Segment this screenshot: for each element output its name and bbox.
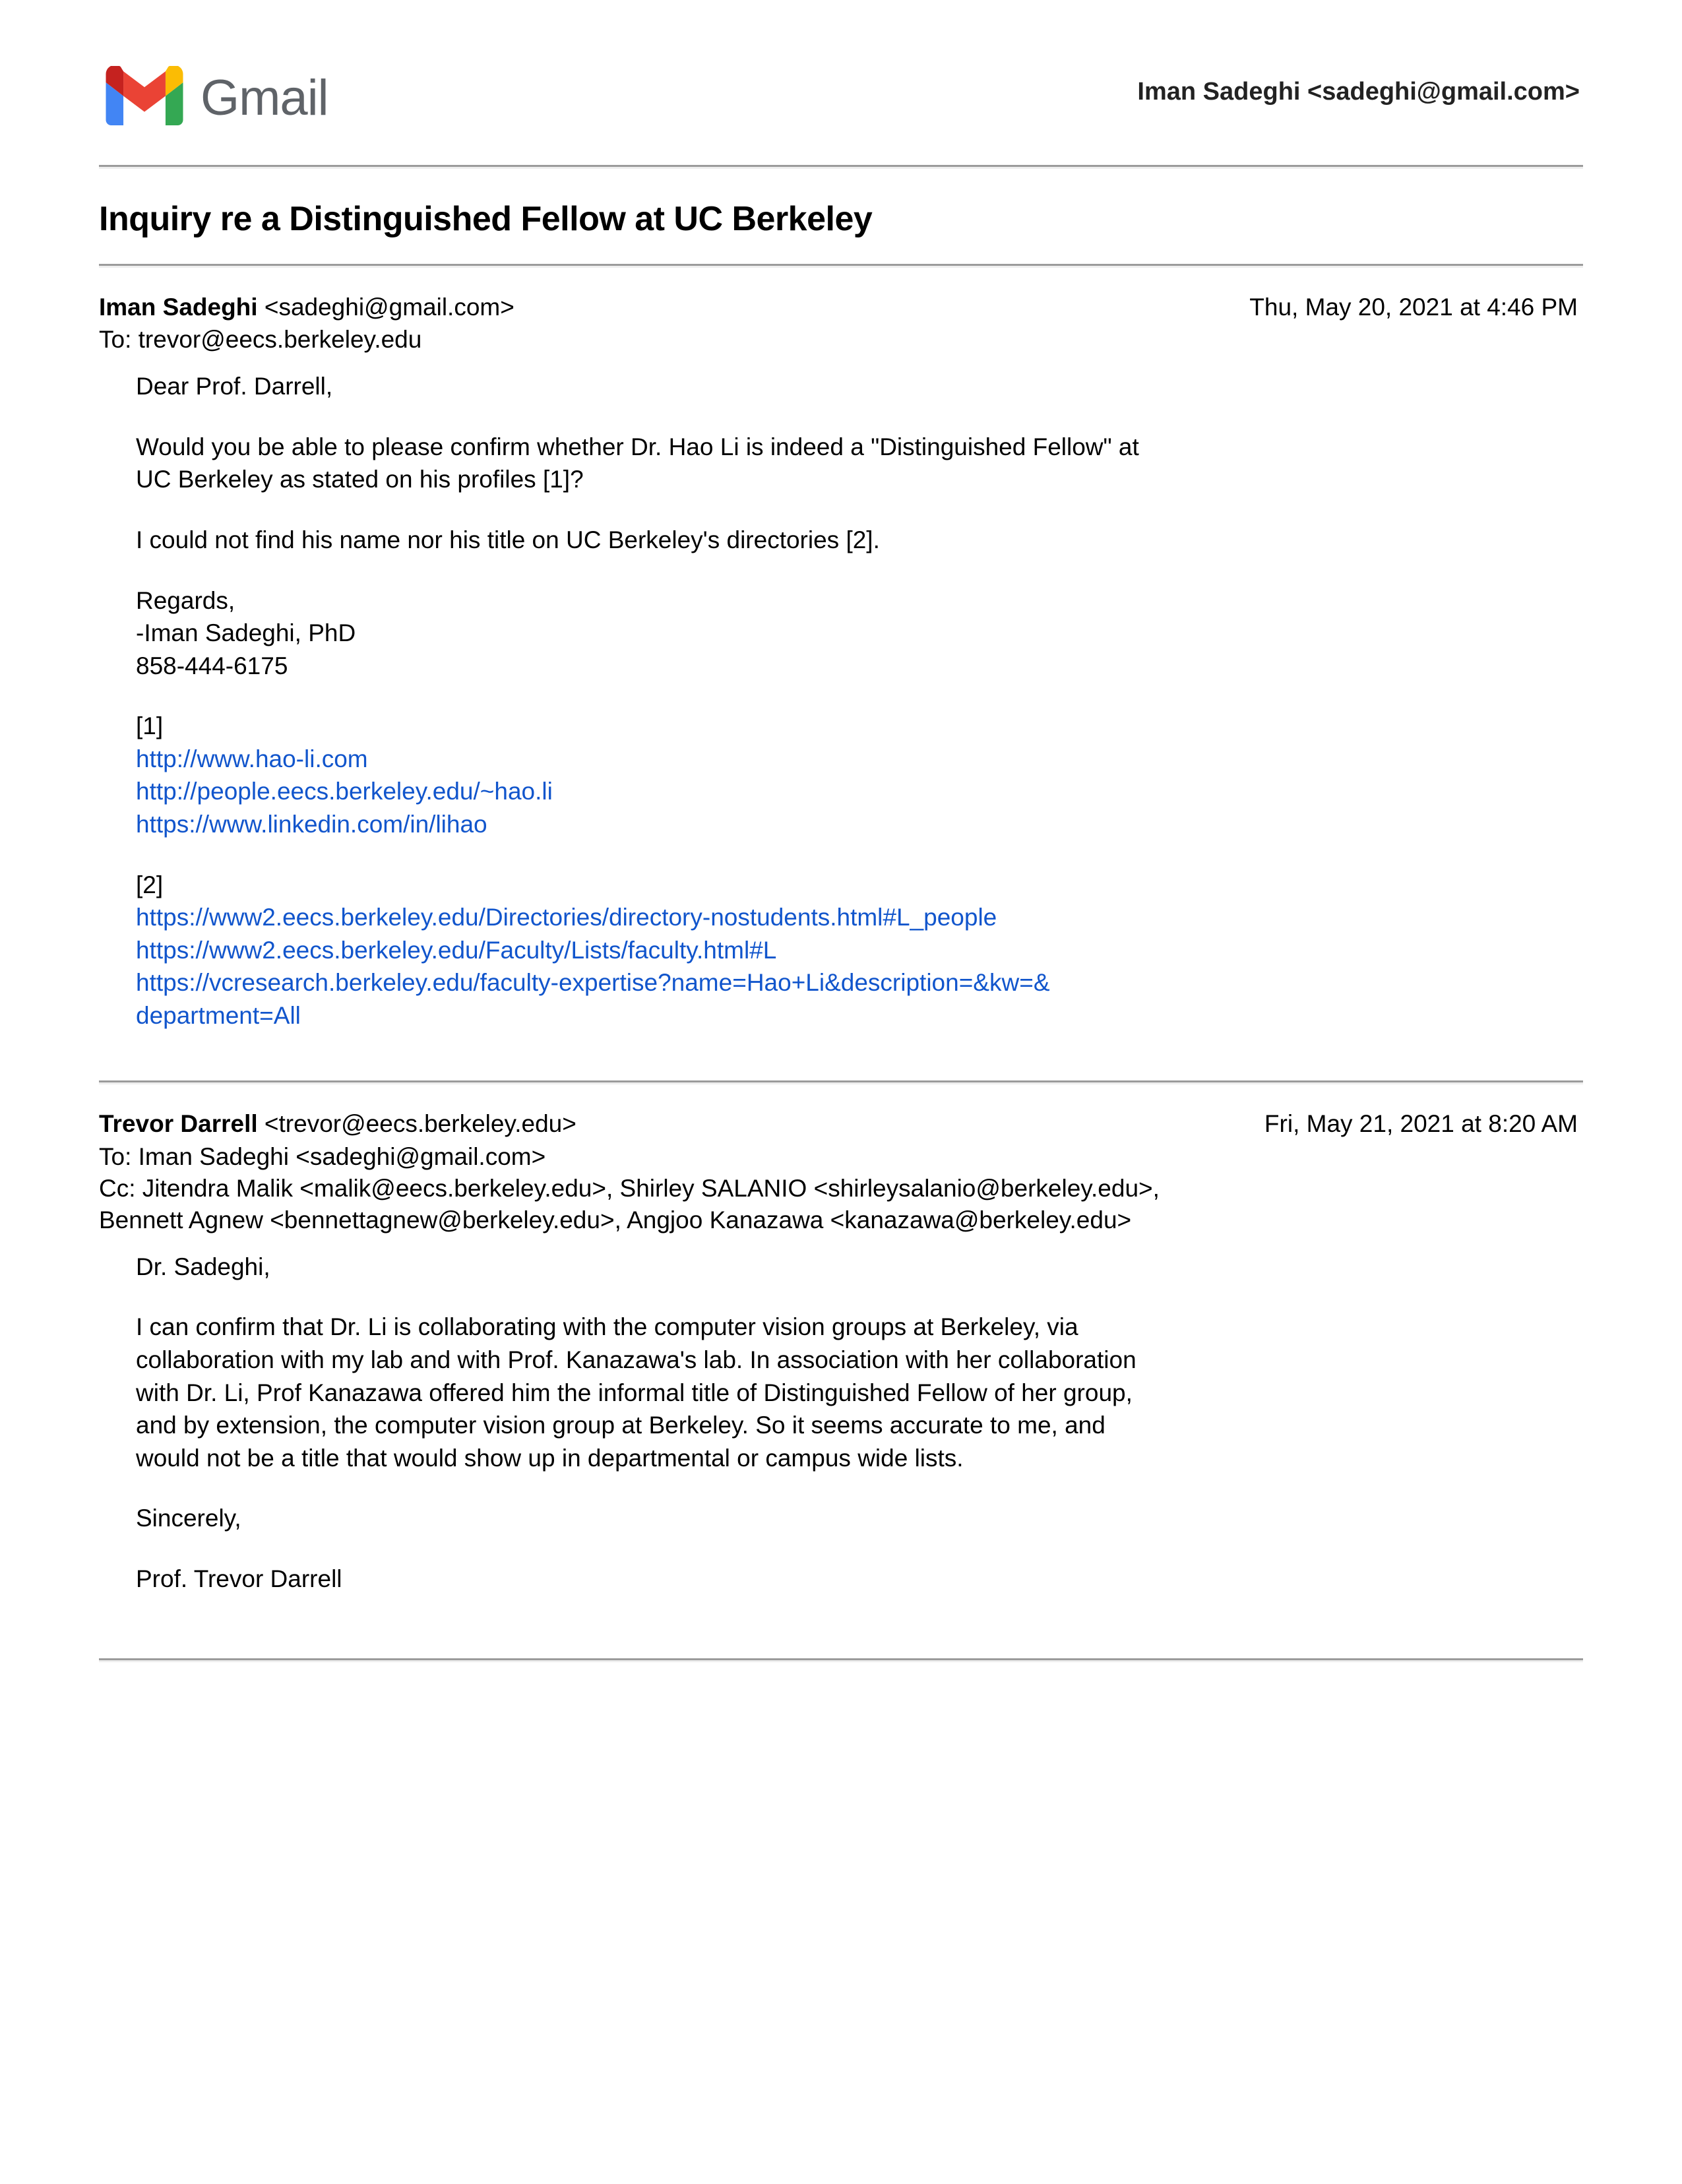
document-header [99, 0, 1583, 165]
reference-2-link-3-line-1: https://vcresearch.berkeley.edu/faculty-expertise?name=Hao+Li&description=&kw=& [136, 969, 1050, 997]
message-2-date: Fri, May 21, 2021 at 8:20 AM [1264, 1110, 1578, 1138]
message-1-sign-regards: Regards, [136, 586, 235, 614]
reference-1-link-3[interactable]: https://www.linkedin.com/in/lihao [136, 810, 487, 838]
message-1-from [99, 292, 514, 323]
message-1-reference-1-block [136, 710, 1488, 840]
message-2-to-line: To: Iman Sadeghi <sadeghi@gmail.com> [99, 1142, 546, 1170]
message-1-recipients [99, 324, 1583, 356]
message-1-header [99, 292, 1583, 323]
reference-1-link-1[interactable]: http://www.hao-li.com [136, 745, 368, 772]
message-2-p1-line-4: and by extension, the computer vision group at Berkeley. So it seems accurate to me, and [136, 1412, 1106, 1439]
message-1-p1-line-1: Would you be able to please confirm whether Dr. Hao Li is indeed a "Distinguished Fellow" at [136, 433, 1139, 460]
message-1-sign-phone: 858-444-6175 [136, 652, 288, 679]
divider-bottom [99, 1658, 1583, 1662]
message-2-sender-email: <trevor@eecs.berkeley.edu> [264, 1110, 576, 1138]
message-2-p1-line-5: would not be a title that would show up in departmental or campus wide lists. [136, 1444, 964, 1472]
message-1-paragraph-2: I could not find his name nor his title on UC Berkeley's directories [2]. [136, 526, 880, 553]
message-1-greeting: Dear Prof. Darrell, [136, 373, 333, 400]
message-2-closing: Sincerely, [136, 1505, 241, 1532]
message-1-signature [136, 584, 1488, 683]
reference-2-label: [2] [136, 871, 164, 898]
message-2 [99, 1084, 1583, 1658]
message-2-body [99, 1236, 1583, 1596]
message-1-reference-2-block [136, 869, 1488, 1032]
message-2-sender-name: Trevor Darrell [99, 1110, 258, 1138]
message-2-signature: Prof. Trevor Darrell [136, 1565, 342, 1592]
message-2-cc-line-1: Cc: Jitendra Malik <malik@eecs.berkeley.edu>, Shirley SALANIO <shirleysalanio@berkeley.edu>, [99, 1174, 1160, 1202]
message-2-p1-line-3: with Dr. Li, Prof Kanazawa offered him the informal title of Distinguished Fellow of her group, [136, 1379, 1133, 1406]
reference-2-link-2[interactable]: https://www2.eecs.berkeley.edu/Faculty/Lists/faculty.html#L [136, 936, 777, 964]
message-1-sign-name: -Iman Sadeghi, PhD [136, 619, 356, 647]
message-2-header [99, 1108, 1583, 1140]
page-title: Inquiry re a Distinguished Fellow at UC Berkeley [99, 200, 873, 238]
gmail-brand [106, 66, 328, 125]
message-1 [99, 268, 1583, 1080]
message-2-p1-line-2: collaboration with my lab and with Prof. Kanazawa's lab. In association with her collaboration [136, 1346, 1137, 1373]
message-1-date: Thu, May 20, 2021 at 4:46 PM [1249, 294, 1578, 321]
message-2-p1-line-1: I can confirm that Dr. Li is collaborating with the computer vision groups at Berkeley, via [136, 1313, 1078, 1341]
message-2-from [99, 1108, 576, 1140]
account-email-label: Iman Sadeghi <sadeghi@gmail.com> [1137, 77, 1580, 106]
gmail-wordmark: Gmail [201, 70, 328, 126]
reference-1-link-2[interactable]: http://people.eecs.berkeley.edu/~hao.li [136, 778, 553, 805]
message-2-greeting: Dr. Sadeghi, [136, 1253, 270, 1280]
reference-2-link-3[interactable] [136, 966, 1488, 1032]
reference-1-label: [1] [136, 712, 164, 740]
message-2-bottom-spacer [99, 1595, 1583, 1658]
reference-2-link-3-line-2: department=All [136, 1001, 301, 1029]
message-2-recipients [99, 1141, 1583, 1236]
message-1-p1-line-2: UC Berkeley as stated on his profiles [1]? [136, 466, 584, 493]
message-1-to-line: To: trevor@eecs.berkeley.edu [99, 326, 422, 354]
message-2-paragraph-1 [136, 1311, 1488, 1474]
message-1-bottom-spacer [99, 1032, 1583, 1080]
message-1-paragraph-1 [136, 431, 1488, 496]
message-1-body [99, 356, 1583, 1032]
gmail-m-logo-icon [106, 66, 183, 125]
message-1-sender-email: <sadeghi@gmail.com> [264, 294, 514, 321]
message-1-sender-name: Iman Sadeghi [99, 294, 258, 321]
reference-2-link-1[interactable]: https://www2.eecs.berkeley.edu/Directories/directory-nostudents.html#L_people [136, 904, 997, 931]
message-2-cc-line-2: Bennett Agnew <bennettagnew@berkeley.edu>, Angjoo Kanazawa <kanazawa@berkeley.edu> [99, 1206, 1132, 1233]
